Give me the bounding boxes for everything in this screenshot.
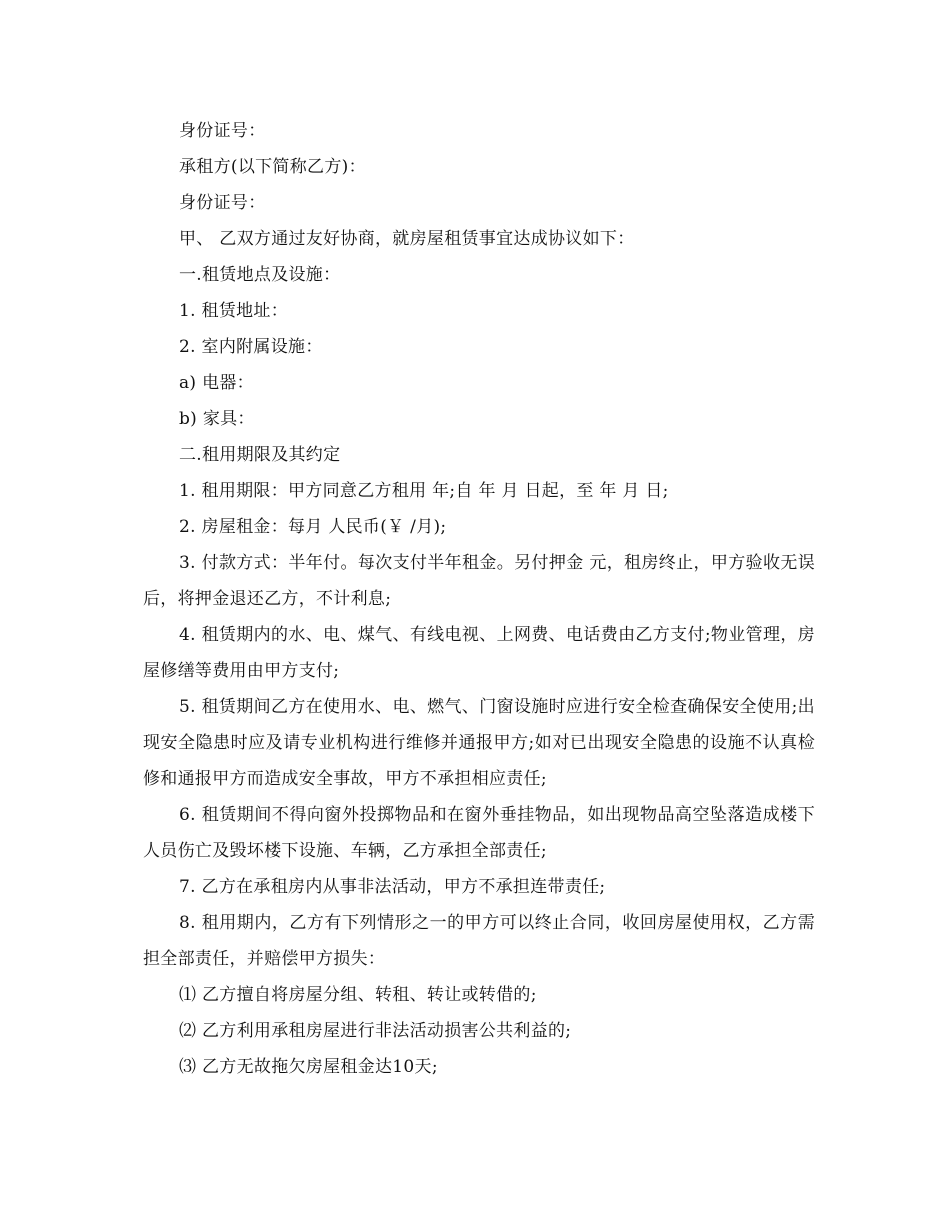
agreement-intro: 甲、 乙双方通过友好协商，就房屋租赁事宜达成协议如下： [179,229,635,249]
clause-termination: 8. 租用期内，乙方有下列情形之一的甲方可以终止合同，收回房屋使用权，乙方需担全部责任，并赔偿甲方损失： [143,913,815,969]
clause-payment: 3. 付款方式：半年付。每次支付半年租金。另付押金 元，租房终止，甲方验收无误后，将押金退还乙方，不计利息; [143,553,815,609]
clause-illegal-activity: 7. 乙方在承租房内从事非法活动，甲方不承担连带责任; [179,877,606,897]
clause-facilities: 2. 室内附属设施： [179,337,323,357]
termination-item-3: ⑶ 乙方无故拖欠房屋租金达10天; [179,1057,438,1077]
clause-address: 1. 租赁地址： [179,301,289,321]
lessee-line: 承租方(以下简称乙方)： [179,157,366,177]
clause-furniture: b) 家具： [179,409,255,429]
clause-windows: 6. 租赁期间不得向窗外投掷物品和在窗外垂挂物品，如出现物品高空坠落造成楼下人员伤亡及毁坏楼下设施、车辆，乙方承担全部责任; [143,805,815,861]
clause-utilities: 4. 租赁期内的水、电、煤气、有线电视、上网费、电话费由乙方支付;物业管理，房屋修缮等费用由甲方支付; [143,625,815,681]
clause-term: 1. 租用期限：甲方同意乙方租用 年;自 年 月 日起，至 年 月 日; [179,481,669,501]
clause-rent: 2. 房屋租金：每月 人民币(￥ /月); [179,517,447,537]
document-body [143,113,815,1085]
section-heading-location: 一.租赁地点及设施： [179,265,341,285]
termination-item-2: ⑵ 乙方利用承租房屋进行非法活动损害公共利益的; [179,1021,572,1041]
section-heading-term: 二.租用期限及其约定 [179,445,341,465]
clause-appliances: a) 电器： [179,373,254,393]
clause-safety: 5. 租赁期间乙方在使用水、电、燃气、门窗设施时应进行安全检查确保安全使用;出现安全隐患时应及请专业机构进行维修并通报甲方;如对已出现安全隐患的设施不认真检修和通报甲方而造成安全事故，甲方不承担相应责任; [143,697,815,789]
termination-item-1: ⑴ 乙方擅自将房屋分组、转租、转让或转借的; [179,985,537,1005]
lessee-id-line: 身份证号： [179,193,266,213]
lessor-id-line: 身份证号： [179,121,266,141]
